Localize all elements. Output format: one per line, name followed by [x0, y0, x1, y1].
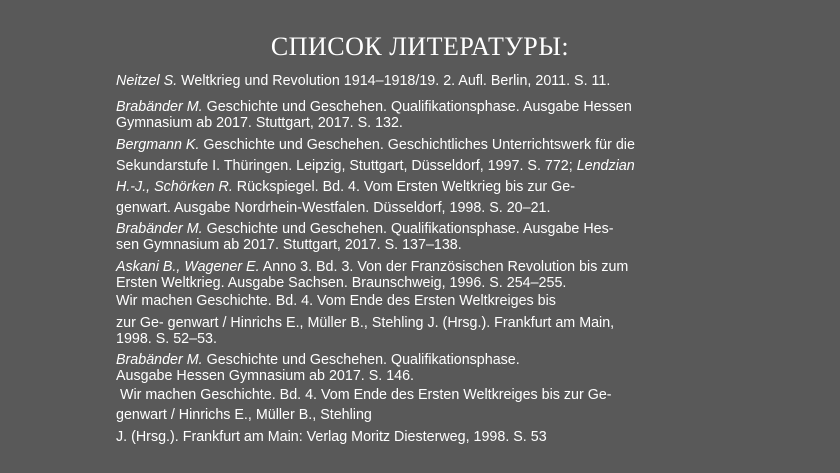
reference-8-line2: genwart / Hinrichs E., Müller B., Stehling [116, 407, 372, 423]
reference-3 [116, 136, 635, 154]
reference-7-cont: Ausgabe Hessen Gymnasium ab 2017. S. 146. [116, 368, 415, 384]
ref-text: Anno 3. Bd. 3. Von der Französischen Revolution bis zum [259, 259, 629, 275]
reference-6-line3: 1998. S. 52–53. [116, 331, 217, 347]
reference-3-line3 [116, 178, 575, 196]
reference-3-line2 [116, 157, 635, 175]
ref-text: Geschichte und Geschehen. Geschichtliches Unterrichtswerk für die [199, 137, 635, 153]
reference-6: Wir machen Geschichte. Bd. 4. Vom Ende des Ersten Weltkreiges bis [116, 293, 556, 309]
author: Bergmann K. [116, 137, 200, 153]
author: Neitzel S. [116, 73, 178, 89]
reference-1 [116, 72, 610, 90]
reference-4-cont: sen Gymnasium ab 2017. Stuttgart, 2017. S. 137–138. [116, 237, 462, 253]
author: Brabänder M. [116, 221, 203, 237]
author: Brabänder M. [116, 99, 203, 115]
reference-2-cont: Gymnasium ab 2017. Stuttgart, 2017. S. 132. [116, 115, 403, 131]
ref-text: Geschichte und Geschehen. Qualifikationsphase. Ausgabe Hes- [202, 221, 614, 237]
ref-text: Geschichte und Geschehen. Qualifikationsphase. [202, 352, 520, 368]
ref-text: Sekundarstufe I. Thüringen. Leipzig, Stuttgart, Düsseldorf, 1997. S. 772; [116, 158, 577, 174]
author: H.-J., Schörken R. [116, 179, 233, 195]
reference-3-line4: genwart. Ausgabe Nordrhein-Westfalen. Düsseldorf, 1998. S. 20–21. [116, 200, 551, 216]
ref-text: Geschichte und Geschehen. Qualifikationsphase. Ausgabe Hessen [202, 99, 632, 115]
reference-8-line3: J. (Hrsg.). Frankfurt am Main: Verlag Moritz Diesterweg, 1998. S. 53 [116, 429, 547, 445]
ref-text: Weltkrieg und Revolution 1914–1918/19. 2. Aufl. Berlin, 2011. S. 11. [177, 73, 611, 89]
author: Lendzian [576, 158, 635, 174]
reference-8: Wir machen Geschichte. Bd. 4. Vom Ende des Ersten Weltkreiges bis zur Ge- [116, 387, 612, 403]
reference-5-cont: Ersten Weltkrieg. Ausgabe Sachsen. Braunschweig, 1996. S. 254–255. [116, 275, 567, 291]
reference-6-line2: zur Ge- genwart / Hinrichs E., Müller B., Stehling J. (Hrsg.). Frankfurt am Main, [116, 315, 615, 331]
author: Brabänder M. [116, 352, 203, 368]
author: Askani B., Wagener E. [116, 259, 260, 275]
page-title: СПИСОК ЛИТЕРАТУРЫ: [270, 32, 570, 61]
ref-text: Rückspiegel. Bd. 4. Vom Ersten Weltkrieg bis zur Ge- [232, 179, 576, 195]
